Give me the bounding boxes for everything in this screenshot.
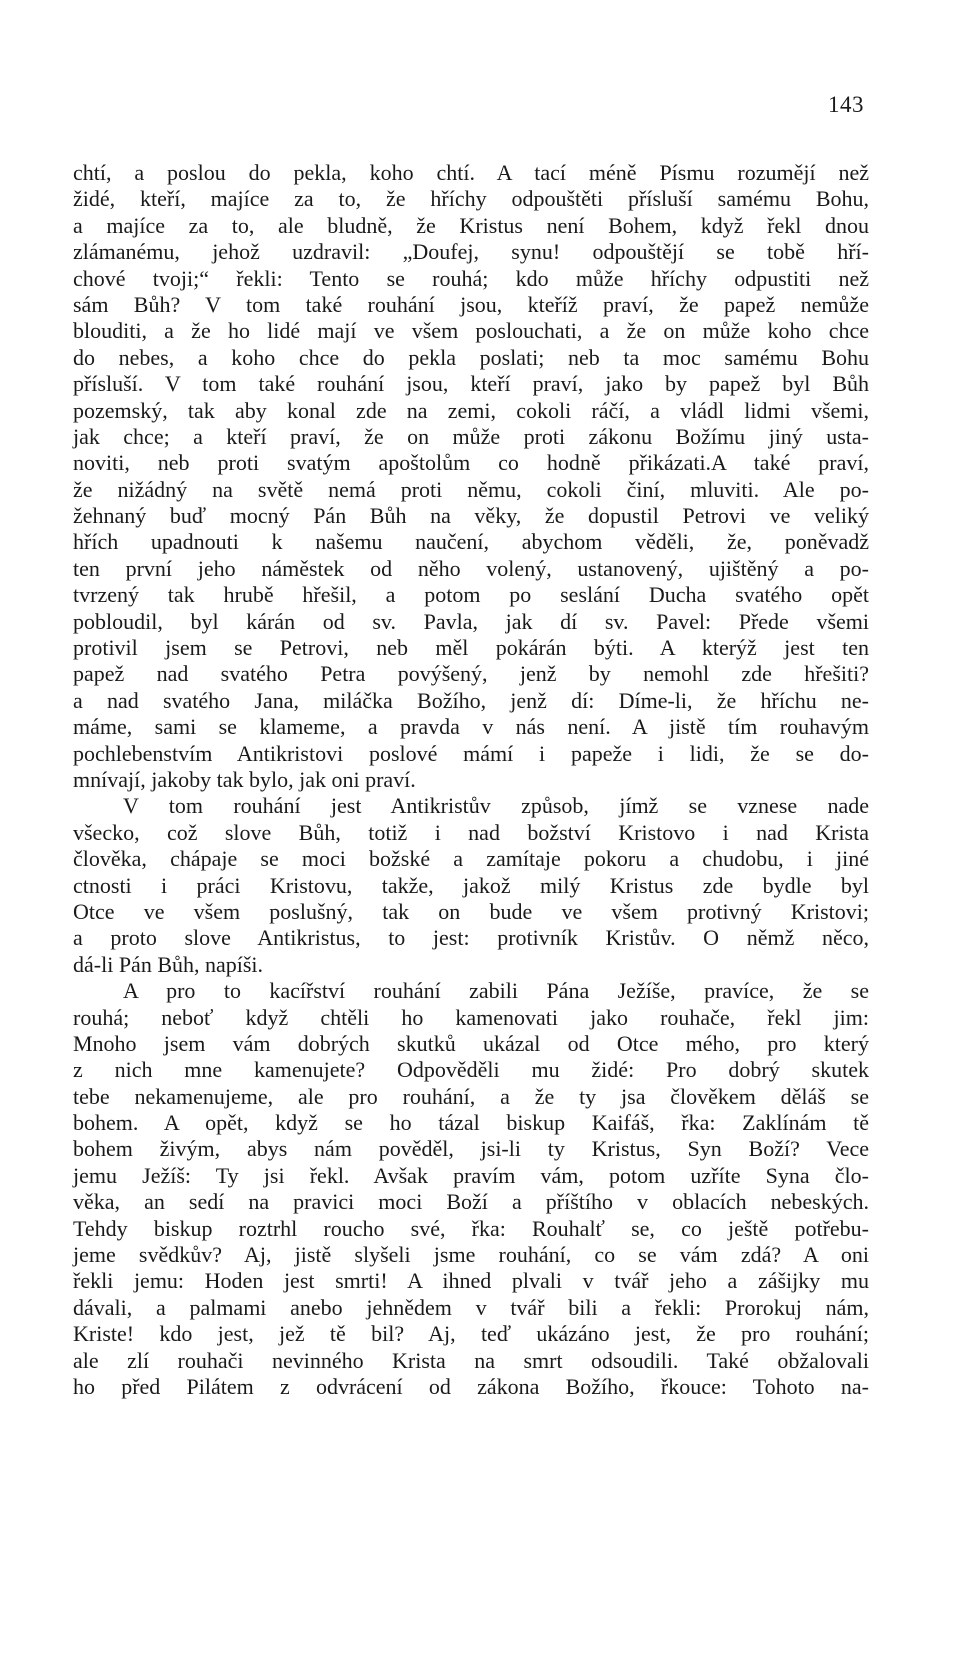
text-line: pobloudil, byl kárán od sv. Pavla, jak dí sv. Pavel: Přede všemi bbox=[73, 608, 869, 634]
text-line: protivil jsem se Petrovi, neb měl pokárán býti. A kterýž jest ten bbox=[73, 635, 869, 661]
text-line: z nich mne kamenujete? Odpověděli mu židé: Pro dobrý skutek bbox=[73, 1057, 869, 1083]
text-line: žehnaný buď mocný Pán Bůh na věky, že dopustil Petrovi ve veliký bbox=[73, 503, 869, 529]
text-line: tebe nekamenujeme, ale pro rouhání, a že ty jsa člověkem děláš se bbox=[73, 1083, 869, 1109]
text-line: máme, sami se klameme, a pravda v nás není. A jistě tím rouhavým bbox=[73, 714, 869, 740]
text-line: do nebes, a koho chce do pekla poslati; neb ta moc samému Bohu bbox=[73, 344, 869, 370]
text-line: chtí, a poslou do pekla, koho chtí. A tací méně Písmu rozumějí než bbox=[73, 160, 869, 185]
text-line: bohem živým, abys nám pověděl, jsi-li ty Kristus, Syn Boží? Vece bbox=[73, 1136, 869, 1162]
text-line: tvrzený tak hrubě hřešil, a potom po seslání Ducha svatého opět bbox=[73, 582, 869, 608]
text-line: sám Bůh? V tom také rouhání jsou, kteříž praví, že papež nemůže bbox=[73, 291, 869, 317]
text-line: řekli jemu: Hoden jest smrti! A ihned plvali v tvář jeho a zášijky mu bbox=[73, 1268, 869, 1294]
text-line: jak chce; a kteří praví, že on může proti zákonu Božímu jiný usta- bbox=[73, 423, 869, 449]
text-line: Tehdy biskup roztrhl roucho své, řka: Rouhalť se, co ještě potřebu- bbox=[73, 1215, 869, 1241]
text-line: dávali, a palmami anebo jehnědem v tvář bili a řekli: Prorokuj nám, bbox=[73, 1294, 869, 1320]
text-line: ale zlí rouhači nevinného Krista na smrt odsoudili. Také obžalovali bbox=[73, 1347, 869, 1373]
page-number: 143 bbox=[828, 92, 864, 117]
text-line: papež nad svatého Petra povýšený, jenž by nemohl zde hřešiti? bbox=[73, 661, 869, 687]
text-line: a proto slove Antikristus, to jest: protivník Kristův. O němž něco, bbox=[73, 925, 869, 951]
text-line: Kriste! kdo jest, jež tě bil? Aj, teď ukázáno jest, že pro rouhání; bbox=[73, 1321, 869, 1347]
text-line: člověka, chápaje se moci božské a zamítaje pokoru a chudobu, i jiné bbox=[73, 846, 869, 872]
text-line: noviti, neb proti svatým apoštolům co hodně přikázati.A také praví, bbox=[73, 450, 869, 476]
text-line: hřích upadnouti k našemu naučení, abychom věděli, že, poněvadž bbox=[73, 529, 869, 555]
text-line: blouditi, a že ho lidé mají ve všem poslouchati, a že on může koho chce bbox=[73, 318, 869, 344]
text-line: a nad svatého Jana, miláčka Božího, jenž dí: Díme-li, že hříchu ne- bbox=[73, 687, 869, 713]
text-line: pozemský, tak aby konal zde na zemi, cokoli ráčí, a vládl lidmi všemi, bbox=[73, 397, 869, 423]
text-line: Mnoho jsem vám dobrých skutků ukázal od Otce mého, pro který bbox=[73, 1030, 869, 1056]
text-line: ho před Pilátem z odvrácení od zákona Božího, řkouce: Tohoto na- bbox=[73, 1373, 869, 1399]
text-line: Otce ve všem poslušný, tak on bude ve všem protivný Kristovi; bbox=[73, 898, 869, 924]
text-line: ten první jeho náměstek od něho volený, ustanovený, ujištěný a po- bbox=[73, 555, 869, 581]
text-line: že nižádný na světě nemá proti němu, cokoli činí, mluviti. Ale po- bbox=[73, 476, 869, 502]
text-line: V tom rouhání jest Antikristův způsob, jímž se vznese nade bbox=[123, 793, 869, 819]
text-line: zlámanému, jehož uzdravil: „Doufej, synu! odpouštějí se tobě hří- bbox=[73, 239, 869, 265]
text-line: A pro to kacířství rouhání zabili Pána Ježíše, pravíce, že se bbox=[123, 978, 869, 1004]
text-line: ctnosti i práci Kristovu, takže, jakož milý Kristus zde bydle byl bbox=[73, 872, 869, 898]
text-line: pochlebenstvím Antikristovi poslové mámí i papeže i lidi, že se do- bbox=[73, 740, 869, 766]
text-line: jemu Ježíš: Ty jsi řekl. Avšak pravím vám, potom uzříte Syna člo- bbox=[73, 1162, 869, 1188]
text-line: a majíce za to, ale bludně, že Kristus není Bohem, když řekl dnou bbox=[73, 212, 869, 238]
text-line: chové tvoji;“ řekli: Tento se rouhá; kdo může hříchy odpustiti než bbox=[73, 265, 869, 291]
text-line: dá-li Pán Bůh, napíši. bbox=[73, 951, 264, 977]
text-line: přísluší. V tom také rouhání jsou, kteří praví, jako by papež byl Bůh bbox=[73, 371, 869, 397]
text-line: židé, kteří, majíce za to, že hříchy odpouštěti přísluší samému Bohu, bbox=[73, 186, 869, 212]
text-line: všecko, což slove Bůh, totiž i nad božství Kristovo i nad Krista bbox=[73, 819, 869, 845]
text-line: věka, an sedí na pravici moci Boží a příštího v oblacích nebeských. bbox=[73, 1189, 869, 1215]
body-text bbox=[73, 160, 869, 1400]
text-line: mnívají, jakoby tak bylo, jak oni praví. bbox=[73, 766, 416, 792]
text-line: bohem. A opět, když se ho tázal biskup Kaifáš, řka: Zaklínám tě bbox=[73, 1110, 869, 1136]
text-line: rouhá; neboť když chtěli ho kamenovati jako rouhače, řekl jim: bbox=[73, 1004, 869, 1030]
text-line: jeme svědkův? Aj, jistě slyšeli jsme rouhání, co se vám zdá? A oni bbox=[73, 1242, 869, 1268]
